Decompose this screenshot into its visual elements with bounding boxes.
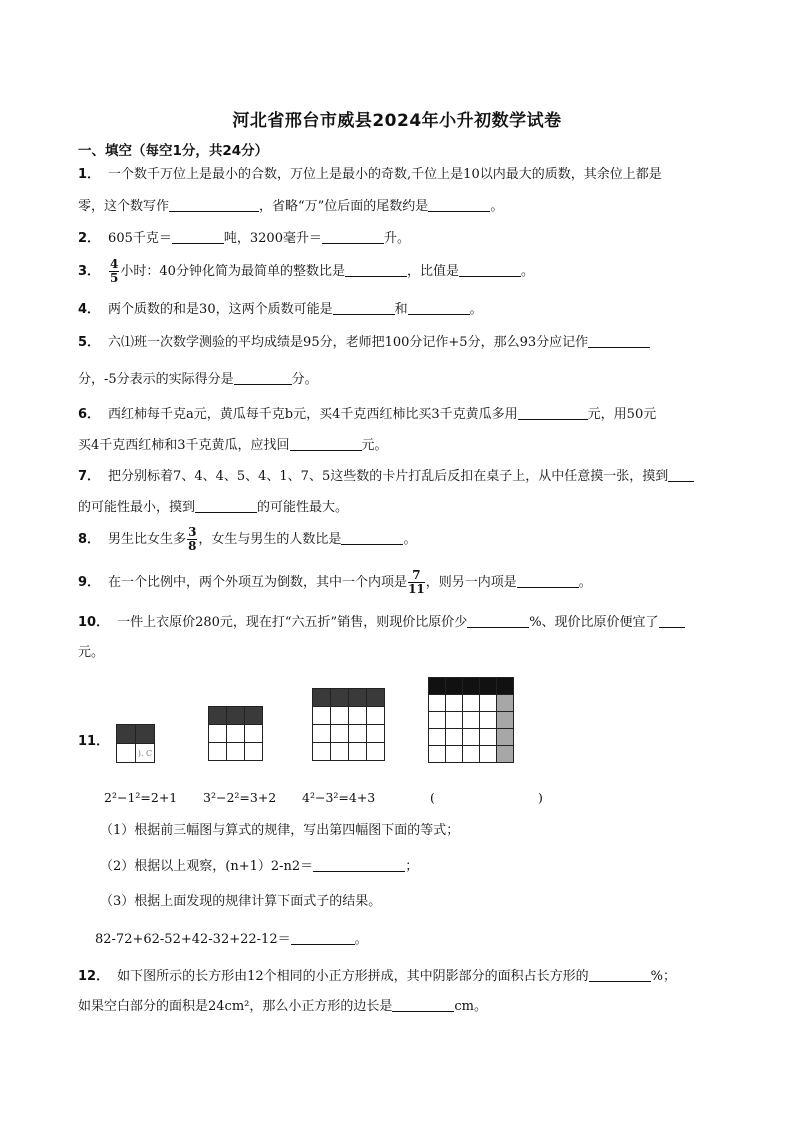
question-7: 7． 把分别标着7、4、4、5、4、1、7、5这些数的卡片打乱后反扣在桌子上，从中任意摸一张，摸到 <box>78 467 694 486</box>
figure-2-grid <box>208 706 263 761</box>
question-11-part-3: （3）根据上面发现的规律计算下面式子的结果。 <box>100 894 382 909</box>
question-6: 6． 西红柿每千克a元，黄瓜每千克b元，买4千克西红柿比买3千克黄瓜多用 元，用50元 <box>78 407 657 422</box>
answer-blank[interactable] <box>313 857 405 872</box>
answer-blank[interactable] <box>169 197 259 212</box>
answer-blank[interactable] <box>195 498 257 513</box>
figure-4-grid <box>428 677 514 763</box>
equation-1: 2²−1²=2+1 <box>104 790 178 805</box>
figure-1-grid: ). C <box>116 724 155 763</box>
answer-blank[interactable] <box>234 370 292 385</box>
question-8: 8． 男生比女生多 $\frac{3}{8}$ ，女生与男生的人数比是 。 <box>78 525 417 553</box>
question-2: 2． 605千克＝ 吨，3200毫升＝ 升。 <box>78 231 410 246</box>
question-5: 5． 六⑴班一次数学测验的平均成绩是95分，老师把100分记作+5分，那么93分应记作 <box>78 333 650 352</box>
answer-blank[interactable] <box>172 229 224 244</box>
question-4: 4． 两个质数的和是30，这两个质数可能是 和 。 <box>78 302 483 317</box>
fraction: $\frac{3}{8}$ <box>188 525 197 553</box>
question-12-line-2: 如果空白部分的面积是24cm²，那么小正方形的边长是 cm。 <box>78 999 487 1014</box>
answer-blank[interactable] <box>668 467 694 482</box>
fraction: $\frac{7}{11}$ <box>408 568 425 596</box>
equation-3: 4²−3²=4+3 <box>302 790 376 805</box>
answer-blank[interactable] <box>291 930 355 945</box>
question-9: 9． 在一个比例中，两个外项互为倒数，其中一个内项是 $\frac{7}{11}$ ，则另一内项是 。 <box>78 568 592 596</box>
answer-blank[interactable] <box>467 613 529 628</box>
equation-4-open: ( <box>430 790 435 805</box>
answer-blank[interactable] <box>517 573 579 588</box>
fraction: $\frac{4}{5}$ <box>110 257 119 285</box>
equation-4-close: ) <box>538 790 543 805</box>
answer-blank[interactable] <box>392 997 454 1012</box>
answer-blank[interactable] <box>588 333 650 348</box>
equation-2: 3²−2²=3+2 <box>203 790 277 805</box>
answer-blank[interactable] <box>518 405 588 420</box>
page-title: 河北省邢台市威县2024年小升初数学试卷 <box>232 111 562 131</box>
answer-blank[interactable] <box>345 262 407 277</box>
answer-blank[interactable] <box>408 300 470 315</box>
answer-blank[interactable] <box>428 197 490 212</box>
answer-blank[interactable] <box>341 530 403 545</box>
question-12: 12． 如下图所示的长方形由12个相同的小正方形拼成，其中阴影部分的面积占长方形的 %； <box>78 969 676 984</box>
answer-blank[interactable] <box>659 613 685 628</box>
answer-blank[interactable] <box>333 300 395 315</box>
answer-blank[interactable] <box>322 229 384 244</box>
figure-3-grid <box>312 688 385 761</box>
question-1: 1． 一个数千万位上是最小的合数，万位上是最小的奇数,千位上是10以内最大的质数，其余位上都是 <box>78 167 662 182</box>
question-6-line-2: 买4千克西红柿和3千克黄瓜，应找回 元。 <box>78 438 388 453</box>
question-3: 3． $\frac{4}{5}$ 小时：40分钟化简为最简单的整数比是 ，比值是 。 <box>78 257 534 285</box>
question-5-line-2: 分，-5分表示的实际得分是 分。 <box>78 372 318 387</box>
question-11-part-1: （1）根据前三幅图与算式的规律，写出第四幅图下面的等式； <box>100 823 460 838</box>
question-7-line-2: 的可能性最小，摸到 的可能性最大。 <box>78 500 349 515</box>
question-11-part-2: （2）根据以上观察，(n+1）2-n2＝ ； <box>100 859 419 874</box>
question-10: 10． 一件上衣原价280元，现在打“六五折”销售，则现价比原价少 %、现价比原价便宜了 <box>78 613 685 632</box>
question-11-calc: 82-72+62-52+42-32+22-12＝ 。 <box>95 932 368 947</box>
answer-blank[interactable] <box>290 436 362 451</box>
answer-blank[interactable] <box>459 262 521 277</box>
question-11: 11． <box>78 734 110 749</box>
question-10-line-2: 元。 <box>78 645 105 660</box>
question-1-line-2: 零，这个数写作 ，省略“万”位后面的尾数约是 。 <box>78 199 504 214</box>
answer-blank[interactable] <box>589 967 651 982</box>
section-heading: 一、填空（每空1分，共24分） <box>78 143 269 159</box>
question-number: 1． <box>78 167 101 182</box>
